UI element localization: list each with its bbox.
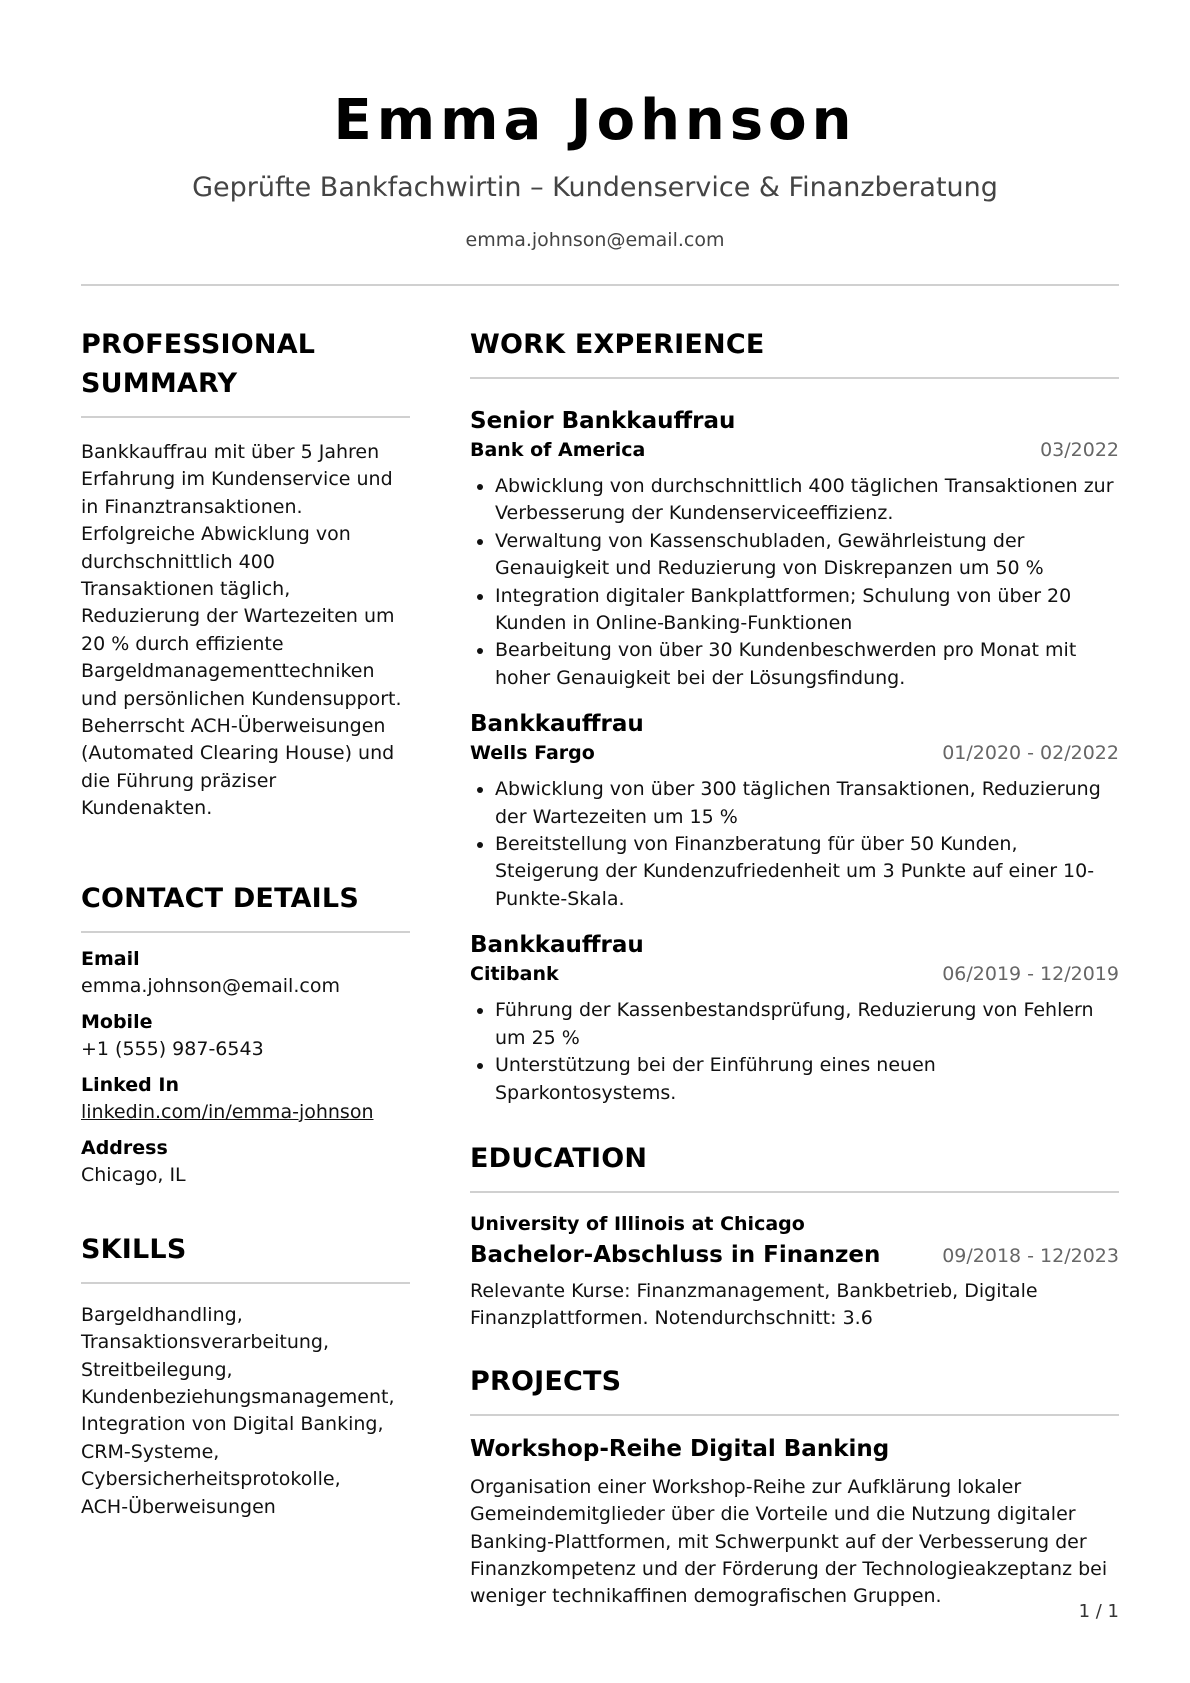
skill-item: CRM-Systeme,	[81, 1440, 220, 1463]
job-meta	[470, 740, 1119, 767]
job-bullet	[470, 528, 1119, 583]
bullet-dot-icon	[477, 842, 483, 848]
job-meta	[470, 961, 1119, 988]
work-section	[470, 325, 1119, 1107]
job-bullet	[470, 637, 1119, 692]
candidate-title: Geprüfte Bankfachwirtin – Kundenservice & Finanzberatung	[192, 172, 998, 203]
job-bullet-text: Verwaltung von Kassenschubladen, Gewährleistung der Genauigkeit und Reduzierung von Diskrepanzen um 50 %	[495, 529, 1044, 580]
project-description: Organisation einer Workshop-Reihe zur Aufklärung lokaler Gemeindemitglieder über die Vorteile und die Nutzung digitaler Banking-Plattformen, mit Schwerpunkt auf der Verbesserung der Finanzkompetenz und der Förderung der Technologieakzeptanz bei weniger technikaffinen demografischen Gruppen.	[470, 1475, 1108, 1608]
summary-text: Bankkauffrau mit über 5 Jahren Erfahrung im Kundenservice und in Finanztransaktionen. Erfolgreiche Abwicklung von durchschnittlich 400 Transaktionen täglich, Reduzierung der Wartezeiten um 20 % durch effiziente Bargeldmanagementtechniken und persönlichen Kundensupport. Beherrscht ACH-Überweisungen (Automated Clearing House) und die Führung präziser Kundenakten.	[81, 441, 402, 820]
job-company: Citibank	[470, 963, 559, 986]
work-heading: WORK EXPERIENCE	[470, 329, 765, 360]
header-divider	[81, 284, 1119, 286]
bullet-dot-icon	[477, 484, 483, 490]
job-bullet-text: Bearbeitung von über 30 Kundenbeschwerden pro Monat mit hoher Genauigkeit bei der Lösungsfindung.	[495, 639, 1077, 689]
education-degree: Bachelor-Abschluss in Finanzen	[470, 1241, 881, 1268]
linkedin-link[interactable]: linkedin.com/in/emma-johnson	[81, 1100, 374, 1123]
job-bullet	[470, 583, 1119, 638]
job-bullet	[470, 473, 1119, 528]
contact-divider	[81, 931, 410, 933]
right-column	[470, 325, 1119, 1611]
skills-section	[81, 1230, 410, 1521]
candidate-name: Emma Johnson	[333, 88, 857, 153]
bullet-dot-icon	[477, 1008, 483, 1014]
job-entry	[470, 930, 1119, 1107]
job-bullet-text: Unterstützung bei der Einführung eines neuen Sparkontosystems.	[495, 1054, 936, 1104]
job-bullets	[470, 776, 1119, 913]
education-divider	[470, 1191, 1119, 1193]
contact-section	[81, 879, 410, 1189]
summary-divider	[81, 416, 410, 418]
bullet-dot-icon	[477, 648, 483, 654]
job-bullet	[470, 997, 1119, 1052]
contact-linkedin-label: Linked In	[81, 1073, 179, 1096]
job-dates: 03/2022	[1040, 439, 1119, 461]
job-bullet-text: Abwicklung von über 300 täglichen Transaktionen, Reduzierung der Wartezeiten um 15 %	[495, 778, 1101, 828]
skill-item: Streitbeilegung,	[81, 1358, 233, 1381]
job-title: Bankkauffrau	[470, 711, 644, 738]
project-title: Workshop-Reihe Digital Banking	[470, 1435, 890, 1462]
job-entry	[470, 709, 1119, 913]
contact-linkedin	[81, 1072, 410, 1126]
contact-linkedin-value-wrap	[81, 1099, 410, 1126]
contact-email-value: emma.johnson@email.com	[81, 974, 340, 997]
education-dates: 09/2018 - 12/2023	[942, 1244, 1119, 1267]
bullet-dot-icon	[477, 1063, 483, 1069]
work-divider	[470, 377, 1119, 379]
skill-item: Kundenbeziehungsmanagement,	[81, 1385, 395, 1408]
contact-list	[81, 946, 410, 1189]
projects-section	[470, 1362, 1119, 1611]
page-number: 1 / 1	[1078, 1601, 1119, 1622]
job-bullet	[470, 776, 1119, 831]
contact-address-value: Chicago, IL	[81, 1163, 186, 1186]
summary-section	[81, 325, 410, 823]
bullet-dot-icon	[477, 787, 483, 793]
projects-divider	[470, 1414, 1119, 1416]
skills-list	[81, 1302, 410, 1521]
contact-email-label: Email	[81, 947, 140, 970]
summary-heading	[81, 325, 410, 403]
skill-item: Transaktionsverarbeitung,	[81, 1331, 330, 1354]
job-dates: 01/2020 - 02/2022	[942, 742, 1119, 765]
contact-address	[81, 1135, 410, 1189]
job-company: Wells Fargo	[470, 742, 595, 765]
summary-heading-line1: PROFESSIONAL	[81, 329, 316, 360]
header-email: emma.johnson@email.com	[465, 229, 725, 251]
job-meta	[470, 437, 1119, 464]
contact-mobile	[81, 1009, 410, 1063]
contact-heading: CONTACT DETAILS	[81, 882, 359, 914]
job-title: Senior Bankkauffrau	[470, 408, 736, 434]
bullet-dot-icon	[477, 594, 483, 600]
job-bullet-text: Bereitstellung von Finanzberatung für über 50 Kunden, Steigerung der Kundenzufriedenheit um 3 Punkte auf einer 10-Punkte-Skala.	[495, 833, 1095, 910]
skill-item: Bargeldhandling,	[81, 1303, 243, 1326]
contact-email	[81, 946, 410, 1000]
job-entry	[470, 406, 1119, 692]
skills-heading: SKILLS	[81, 1233, 187, 1265]
bullet-dot-icon	[477, 539, 483, 545]
education-section	[470, 1139, 1119, 1333]
skill-item: Integration von Digital Banking,	[81, 1413, 384, 1436]
job-bullets	[470, 473, 1119, 692]
skills-divider	[81, 1282, 410, 1284]
job-bullet	[470, 831, 1119, 913]
job-company: Bank of America	[470, 439, 646, 461]
projects-heading: PROJECTS	[470, 1365, 622, 1397]
education-degree-row	[470, 1240, 1119, 1271]
contact-mobile-label: Mobile	[81, 1010, 153, 1033]
summary-heading-line2: SUMMARY	[81, 368, 238, 399]
education-heading: EDUCATION	[470, 1142, 648, 1174]
job-bullet	[470, 1052, 1119, 1107]
skill-item: Cybersicherheitsprotokolle,	[81, 1468, 341, 1491]
job-dates: 06/2019 - 12/2019	[942, 963, 1119, 986]
job-title: Bankkauffrau	[470, 932, 644, 959]
job-bullets	[470, 997, 1119, 1107]
job-bullet-text: Führung der Kassenbestandsprüfung, Reduzierung von Fehlern um 25 %	[495, 999, 1094, 1049]
skill-item: ACH-Überweisungen	[81, 1495, 276, 1518]
education-school: University of Illinois at Chicago	[470, 1212, 805, 1235]
contact-address-label: Address	[81, 1136, 168, 1159]
job-bullet-text: Abwicklung von durchschnittlich 400 täglichen Transaktionen zur Verbesserung der Kundenserviceeffizienz.	[495, 475, 1114, 525]
education-courses: Relevante Kurse: Finanzmanagement, Bankbetrieb, Digitale Finanzplattformen. Notendurchschnitt: 3.6	[470, 1279, 1038, 1330]
contact-mobile-value: +1 (555) 987-6543	[81, 1037, 264, 1060]
job-bullet-text: Integration digitaler Bankplattformen; Schulung von über 20 Kunden in Online-Banking-Funktionen	[495, 584, 1072, 635]
left-column	[81, 325, 410, 1521]
